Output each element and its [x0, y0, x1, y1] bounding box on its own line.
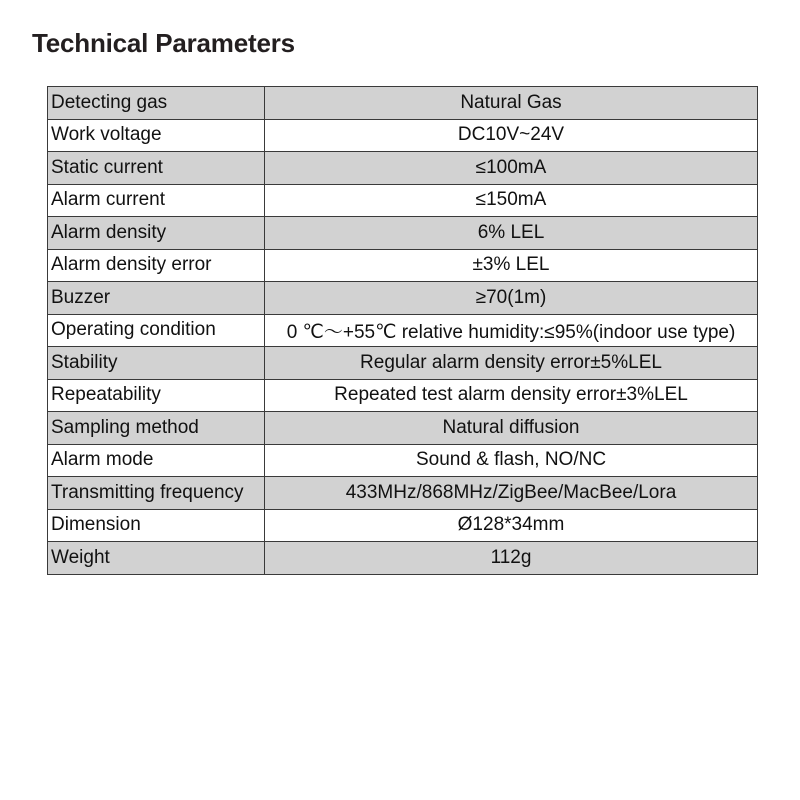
table-row [48, 184, 758, 217]
table-row [48, 347, 758, 380]
parameter-name: Operating condition [48, 314, 265, 347]
parameter-name: Transmitting frequency [48, 477, 265, 510]
parameters-table-body [48, 87, 758, 575]
parameter-value: Repeated test alarm density error±3%LEL [265, 379, 758, 412]
parameter-value: 6% LEL [265, 217, 758, 250]
parameter-name: Dimension [48, 509, 265, 542]
parameter-value: 433MHz/868MHz/ZigBee/MacBee/Lora [265, 477, 758, 510]
table-row [48, 217, 758, 250]
parameter-name: Alarm mode [48, 444, 265, 477]
parameter-value: ≥70(1m) [265, 282, 758, 315]
page-title: Technical Parameters [32, 28, 295, 58]
technical-parameters-table [47, 86, 758, 575]
parameter-name: Stability [48, 347, 265, 380]
parameter-name: Static current [48, 152, 265, 185]
parameter-value: ≤150mA [265, 184, 758, 217]
parameter-value: Regular alarm density error±5%LEL [265, 347, 758, 380]
table-row [48, 119, 758, 152]
parameter-name: Detecting gas [48, 87, 265, 120]
table-row [48, 152, 758, 185]
table-row [48, 477, 758, 510]
table-row [48, 542, 758, 575]
parameter-name: Repeatability [48, 379, 265, 412]
parameter-name: Alarm current [48, 184, 265, 217]
parameter-value: Sound & flash, NO/NC [265, 444, 758, 477]
parameter-value: ≤100mA [265, 152, 758, 185]
parameter-name: Sampling method [48, 412, 265, 445]
parameter-value: DC10V~24V [265, 119, 758, 152]
table-row [48, 509, 758, 542]
parameter-value: 112g [265, 542, 758, 575]
table-row [48, 379, 758, 412]
parameter-value: ±3% LEL [265, 249, 758, 282]
table-row [48, 87, 758, 120]
parameter-name: Alarm density error [48, 249, 265, 282]
parameter-value: Natural Gas [265, 87, 758, 120]
parameter-value: Ø128*34mm [265, 509, 758, 542]
parameter-name: Alarm density [48, 217, 265, 250]
table-row [48, 444, 758, 477]
table-row [48, 282, 758, 315]
parameter-name: Weight [48, 542, 265, 575]
table-row [48, 249, 758, 282]
table-row [48, 412, 758, 445]
parameter-name: Work voltage [48, 119, 265, 152]
parameter-name: Buzzer [48, 282, 265, 315]
table-row [48, 314, 758, 347]
parameter-value: Natural diffusion [265, 412, 758, 445]
parameter-value: 0 ℃～+55℃ relative humidity:≤95%(indoor use type) [265, 314, 758, 347]
